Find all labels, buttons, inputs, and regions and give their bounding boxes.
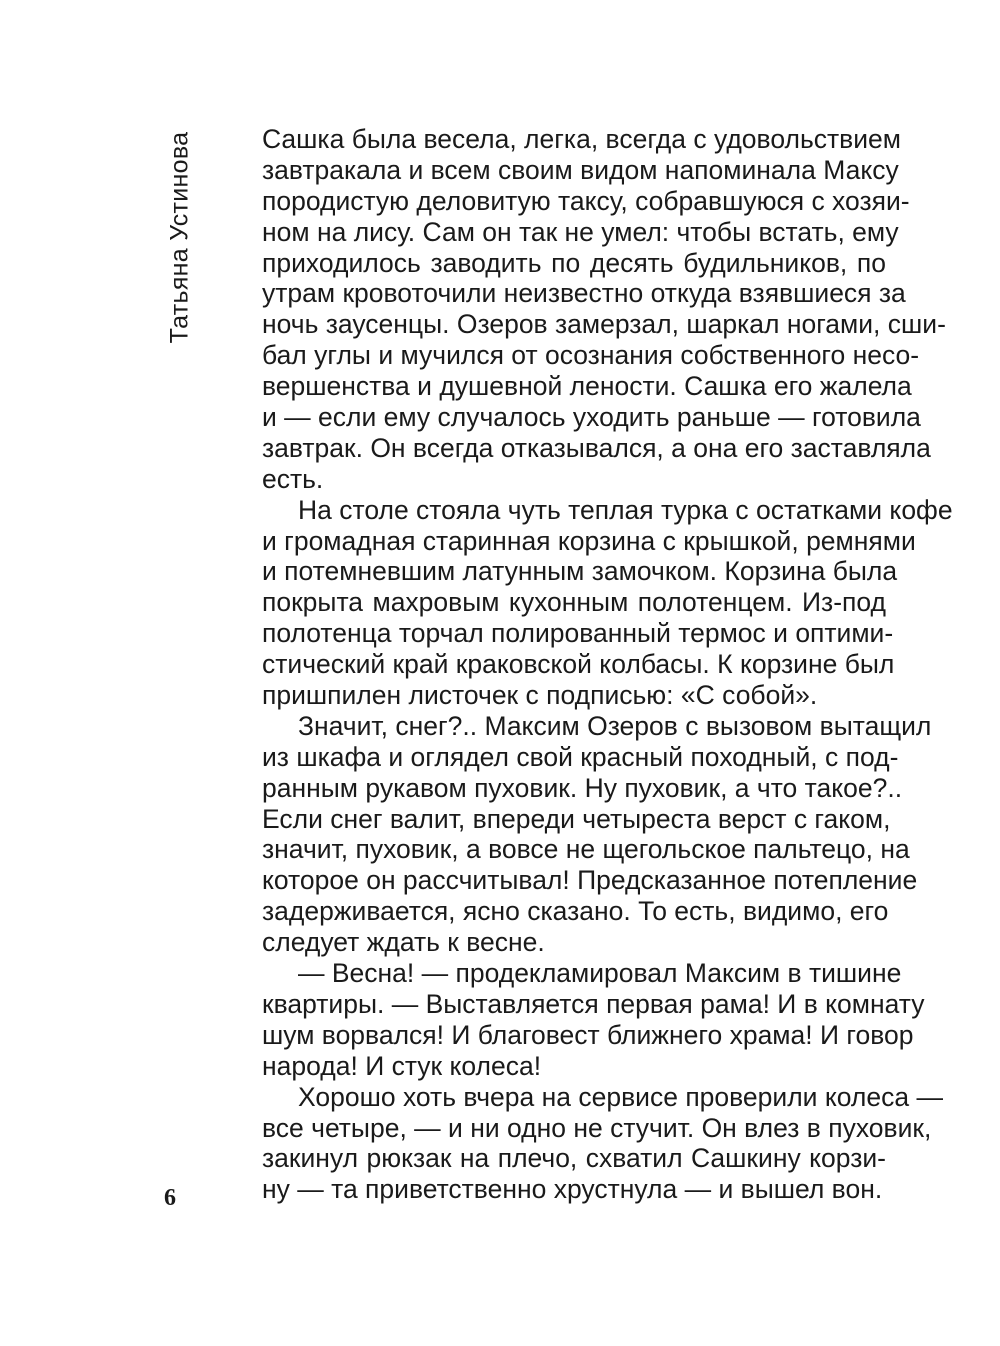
text-line: стический край краковской колбасы. К корзине был	[262, 649, 895, 680]
text-line: следует ждать к весне.	[262, 927, 545, 958]
text-line: задерживается, ясно сказано. То есть, видимо, его	[262, 896, 889, 927]
text-line: ночь заусенцы. Озеров замерзал, шаркал ногами, сши-	[262, 309, 946, 340]
paragraph	[262, 1081, 943, 1206]
text-line: все четыре, — и ни одно не стучит. Он влез в пуховик,	[262, 1112, 932, 1143]
text-line: квартиры. — Выставляется первая рама! И в комнату	[262, 988, 925, 1019]
text-line: полотенца торчал полированный термос и оптими-	[262, 618, 894, 649]
text-line: завтрак. Он всегда отказывался, а она его заставляла	[262, 432, 931, 463]
text-line: из шкафа и оглядел свой красный походный, с под-	[262, 741, 899, 772]
text-line: завтракала и всем своим видом напоминала Максу	[262, 154, 899, 185]
paragraph	[262, 124, 946, 495]
text-line: Значит, снег?.. Максим Озеров с вызовом вытащил	[298, 710, 932, 741]
text-line: ну — та приветственно хрустнула — и вышел вон.	[262, 1174, 883, 1205]
author-name: Татьяна Устинова	[165, 131, 194, 343]
running-head	[158, 128, 202, 346]
text-line: приходилось заводить по десять будильников, по	[262, 247, 886, 278]
page-number: 6	[164, 1185, 176, 1211]
text-line: есть.	[262, 463, 324, 494]
text-line: которое он рассчитывал! Предсказанное потепление	[262, 865, 918, 896]
text-line: и громадная старинная корзина с крышкой, ремнями	[262, 525, 916, 556]
paragraph	[262, 494, 953, 711]
text-line: — Весна! — продекламировал Максим в тишине	[298, 958, 902, 989]
text-line: породистую деловитую таксу, собравшуюся с хозяи-	[262, 185, 910, 216]
text-line: вершенства и душевной лености. Сашка его жалела	[262, 371, 912, 402]
text-line: закинул рюкзак на плечо, схватил Сашкину корзи-	[262, 1143, 886, 1174]
text-line: народа! И стук колеса!	[262, 1050, 542, 1081]
text-line: и потемневшим латунным замочком. Корзина была	[262, 556, 898, 587]
paragraph	[262, 958, 925, 1082]
text-line: пришпилен листочек с подписью: «С собой».	[262, 680, 818, 711]
text-line: На столе стояла чуть теплая турка с остатками кофе	[298, 494, 953, 525]
body-text	[262, 124, 953, 1205]
text-line: Если снег валит, впереди четыреста верст с гаком,	[262, 803, 891, 834]
text-line: значит, пуховик, а вовсе не щегольское пальтецо, на	[262, 834, 910, 865]
paragraph	[262, 710, 932, 958]
text-line: Хорошо хоть вчера на сервисе проверили колеса —	[298, 1081, 943, 1112]
text-line: и — если ему случалось уходить раньше — готовила	[262, 402, 921, 433]
text-line: ном на лису. Сам он так не умел: чтобы встать, ему	[262, 216, 899, 247]
text-line: утрам кровоточили неизвестно откуда взявшиеся за	[262, 278, 906, 309]
text-line: покрыта махровым кухонным полотенцем. Из-под	[262, 587, 886, 618]
text-line: ранным рукавом пуховик. Ну пуховик, а что такое?..	[262, 772, 903, 803]
text-line: Сашка была весела, легка, всегда с удовольствием	[262, 124, 901, 154]
text-line: шум ворвался! И благовест ближнего храма! И говор	[262, 1019, 914, 1050]
text-line: бал углы и мучился от осознания собственного несо-	[262, 340, 920, 371]
